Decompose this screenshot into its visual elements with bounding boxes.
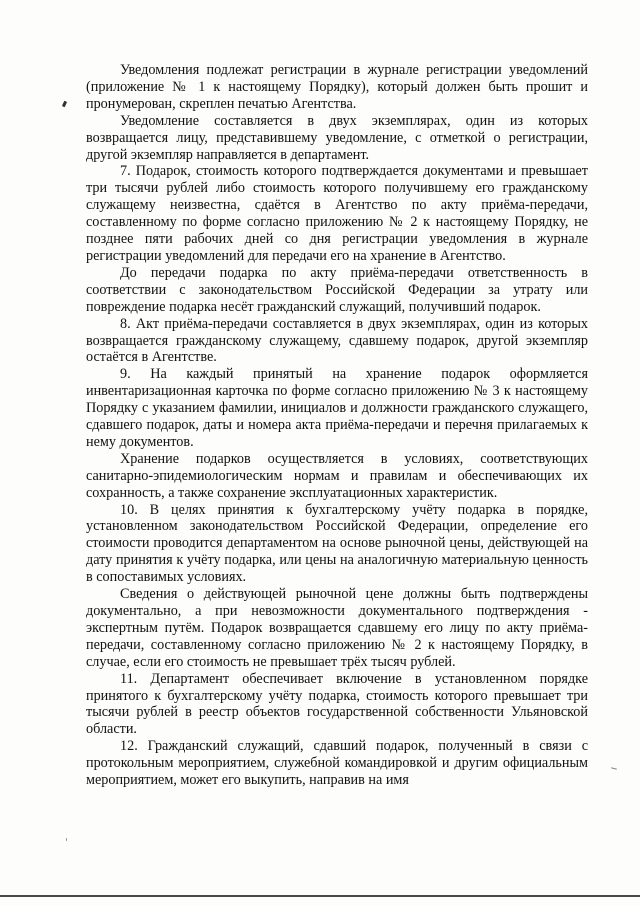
scan-speck (62, 101, 67, 108)
scan-speck (611, 767, 617, 770)
paragraph-item-12: 12. Гражданский служащий, сдавший подарок, полученный в связи с протокольным мероприятием, служебной командировкой и другим официальным мероприятием, может его выкупить, направив на имя (86, 738, 588, 789)
document-body (86, 62, 588, 789)
paragraph-notification-copies: Уведомление составляется в двух экземплярах, один из которых возвращается лицу, представившему уведомление, с отметкой о регистрации, другой экземпляр направляется в департамент. (86, 112, 588, 163)
paragraph-item-7: 7. Подарок, стоимость которого подтверждается документами и превышает три тысячи рублей либо стоимость которого получившему его гражданскому служащему неизвестна, сдаётся в Агентство по акту приёма-передачи, составленному по форме согласно приложению № 2 к настоящему Порядку, не позднее пяти рабочих дней со дня регистрации уведомления в журнале регистрации уведомлений для передачи его на хранение в Агентство. (86, 163, 588, 264)
paragraph-responsibility: До передачи подарка по акту приёма-передачи ответственность в соответствии с законодательством Российской Федерации за утрату или повреждение подарка несёт гражданский служащий, получивший подарок. (86, 264, 588, 315)
paragraph-market-price: Сведения о действующей рыночной цене должны быть подтверждены документально, а при невозможности документального подтверждения - экспертным путём. Подарок возвращается сдавшему его лицу по акту приёма-передачи, составленному согласно приложению № 2 к настоящему Порядку, в случае, если его стоимость не превышает трёх тысяч рублей. (86, 586, 588, 670)
paragraph-storage: Хранение подарков осуществляется в условиях, соответствующих санитарно-эпидемиологическим нормам и правилам и обеспечивающих их сохранность, а также сохранение эксплуатационных характеристик. (86, 450, 588, 501)
paragraph-item-10: 10. В целях принятия к бухгалтерскому учёту подарка в порядке, установленном законодательством Российской Федерации, определение его стоимости проводится департаментом на основе рыночной цены, действующей на дату принятия к учёту подарка, или цены на аналогичную материальную ценность в сопоставимых условиях. (86, 501, 588, 586)
paragraph-item-9: 9. На каждый принятый на хранение подарок оформляется инвентаризационная карточка по форме согласно приложению № 3 к настоящему Порядку с указанием фамилии, инициалов и должности гражданского служащего, сдавшего подарок, даты и номера акта приёма-передачи и перечня прилагаемых к нему документов. (86, 366, 588, 450)
paragraph-registration: Уведомления подлежат регистрации в журнале регистрации уведомлений (приложение № 1 к настоящему Порядку), который должен быть прошит и пронумерован, скреплен печатью Агентства. (86, 62, 588, 112)
scan-speck (66, 838, 67, 841)
page-bottom-edge (0, 895, 640, 897)
paragraph-item-8: 8. Акт приёма-передачи составляется в двух экземплярах, один из которых возвращается гражданскому служащему, сдавшему подарок, другой экземпляр остаётся в Агентстве. (86, 315, 588, 366)
paragraph-item-11: 11. Департамент обеспечивает включение в установленном порядке принятого к бухгалтерскому учёту подарка, стоимость которого превышает три тысячи рублей в реестр объектов государственной собственности Ульяновской области. (86, 670, 588, 738)
